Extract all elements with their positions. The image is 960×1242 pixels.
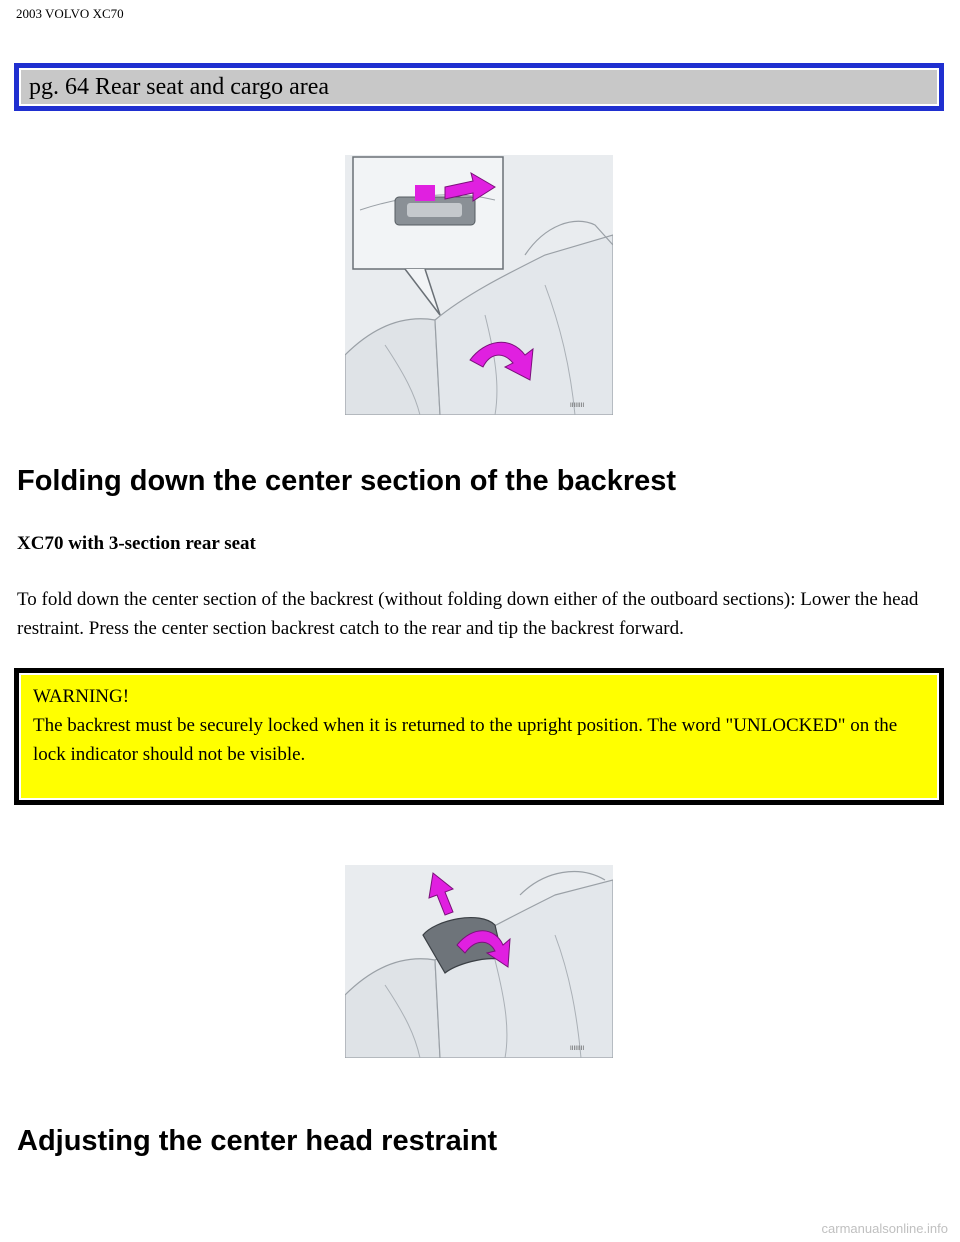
warning-text: The backrest must be securely locked when it is returned to the upright position. The word "UNLOCKED" on the lock indicator should not be visible. [33, 715, 898, 765]
head-restraint-illustration [345, 865, 613, 1058]
page-header-bar [14, 63, 944, 111]
warning-title: WARNING! [33, 686, 130, 707]
svg-text:IIIIIIII: IIIIIIII [570, 402, 585, 409]
section-paragraph: To fold down the center section of the backrest (without folding down either of the outboard sections): Lower the head restraint. Press the center section backrest catch to the rear and tip the backrest forward. [17, 589, 919, 639]
warning-box [14, 668, 944, 805]
section-heading-folding: Folding down the center section of the backrest [17, 465, 677, 497]
backrest-catch-illustration [345, 155, 613, 415]
svg-text:IIIIIIII: IIIIIIII [570, 1045, 585, 1052]
section-heading-head-restraint: Adjusting the center head restraint [17, 1125, 498, 1157]
page-header-text: pg. 64 Rear seat and cargo area [19, 68, 939, 106]
watermark: carmanualsonline.info [821, 1221, 948, 1236]
document-title: 2003 VOLVO XC70 [16, 6, 124, 21]
section-subheading: XC70 with 3-section rear seat [17, 533, 256, 554]
